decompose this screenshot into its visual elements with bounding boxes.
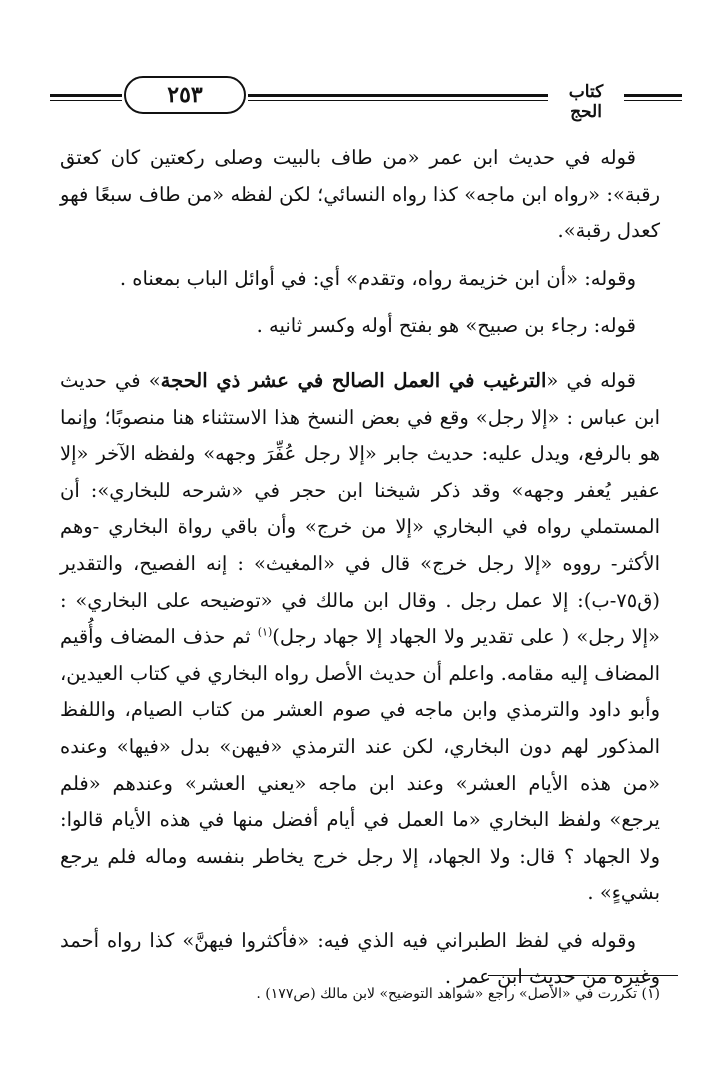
section-body-b: ثم حذف المضاف وأُقيم المضاف إليه مقامه. واعلم أن حديث الأصل رواه البخاري في كتاب العيدين، وأبو داود والترمذي وابن ماجه في صوم العشر من كتاب الصيام، واللفظ المذكور لهم دون البخاري، لكن عند الترمذي «فيهن» بدل «فيها» وعنده «من هذه الأيام العشر» وعند ابن ماجه «يعني العشر» وعندهم «فلم يرجع» ولفظ البخاري «ما العمل في أيام أفضل منها في هذه الأيام قالوا: ولا الجهاد ؟ قال: ولا الجهاد، إلا رجل خرج يخاطر بنفسه وماله فلم يرجع بشيءٍ» . xyxy=(60,625,660,905)
running-header xyxy=(50,72,682,122)
footnote: (١) تكررت في «الأصل» راجع «شواهد التوضيح» لابن مالك (ص١٧٧) . xyxy=(256,986,660,1002)
header-rule-left xyxy=(50,94,122,101)
paragraph-dhul-hijja xyxy=(60,363,660,912)
chapter-title: كتاب الحج xyxy=(568,82,604,122)
body-text xyxy=(60,140,660,1007)
paragraph-raja-subayh: قوله: رجاء بن صبيح» هو بفتح أوله وكسر ثانيه . xyxy=(256,314,636,338)
section-heading: الترغيب في العمل الصالح في عشر ذي الحجة xyxy=(160,368,547,392)
footnote-rule xyxy=(488,975,678,976)
footnote-marker[interactable]: (١) xyxy=(257,625,273,639)
paragraph-ibn-umar: قوله في حديث ابن عمر «من طاف بالبيت وصلى ركعتين كان كعتق رقبة»: «رواه ابن ماجه» كذا رواه النسائي؛ لكن لفظه «من طاف سبعًا فهو كعدل رقبة». xyxy=(60,146,660,243)
section-body-a: » في حديث ابن عباس : «إلا رجل» وقع في بعض النسخ هذا الاستثناء هنا منصوبًا؛ وإنما هو بالرفع، ويدل عليه: حديث جابر «إلا رجل عُفِّرَ وجهه» ولفظه الآخر «إلا عفير يُعفر وجهه» وقد ذكر شيخنا ابن حجر في «شرحه للبخاري»: أن المستملي رواه في البخاري «إلا من خرج» وأن باقي رواة البخاري -وهم الأكثر- رووه «إلا رجل خرج» قال في «المغيث» : إنه الفصيح، والتقدير (ق٧٥-ب): إلا عمل رجل . وقال ابن مالك في «توضيحه على البخاري» : «إلا رجل» ( على تقدير ولا الجهاد إلا جهاد رجل) xyxy=(60,368,660,649)
paragraph-ibn-khuzayma: وقوله: «أن ابن خزيمة رواه، وتقدم» أي: في أوائل الباب بمعناه . xyxy=(119,266,636,290)
section-lead: قوله في « xyxy=(546,368,636,392)
page-number: ٢٥٣ xyxy=(167,82,203,108)
header-rule-right xyxy=(624,94,682,101)
paragraph-tabarani: وقوله في لفظ الطبراني فيه الذي فيه: «فأكثروا فيهنَّ» كذا رواه أحمد وغيره من حديث ابن عمر . xyxy=(60,928,660,989)
header-rule-middle xyxy=(248,94,548,101)
page-number-badge xyxy=(124,76,246,114)
